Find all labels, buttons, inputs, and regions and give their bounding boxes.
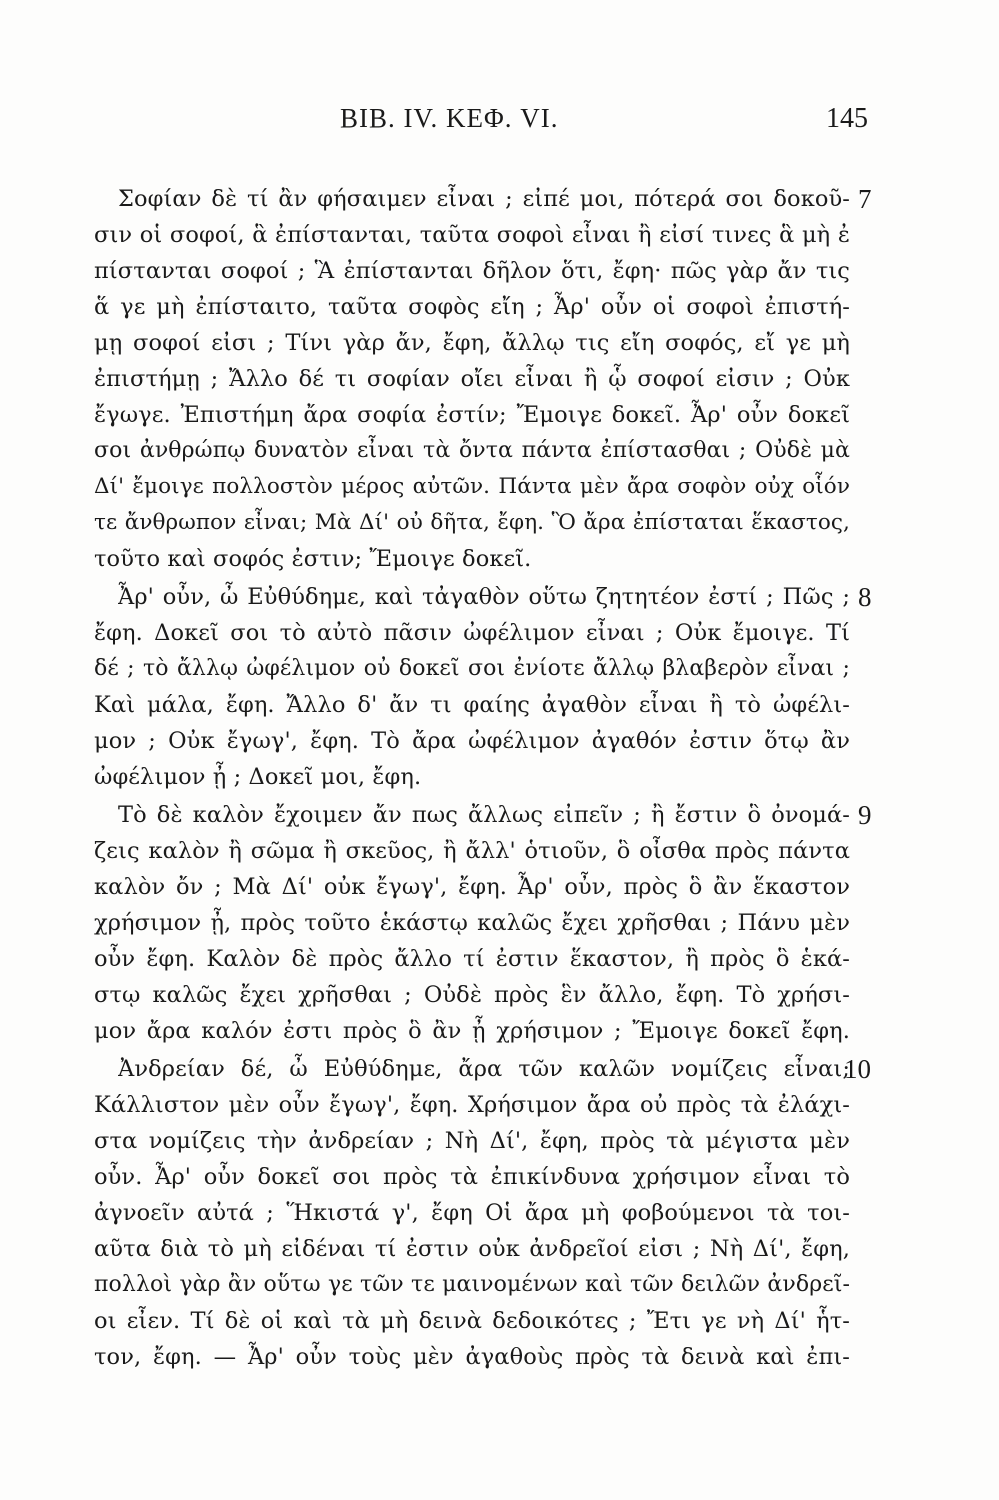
section-number: 9 — [858, 800, 872, 830]
text-line: μῃ σοφοί εἰσι ; Τίνι γὰρ ἄν, ἔφη, ἄλλῳ τις εἴη σοφός, εἴ γε μὴ — [94, 330, 850, 356]
text-line: πίστανται σοφοί ; Ἃ ἐπίστανται δῆλον ὅτι, ἔφη· πῶς γὰρ ἄν τις — [94, 258, 850, 284]
text-line: Σοφίαν δὲ τί ἂν φήσαιμεν εἶναι ; εἰπέ μοι, πότερά σοι δοκοῦ- — [118, 186, 850, 212]
text-line: ἐπιστήμῃ ; Ἄλλο δέ τι σοφίαν οἴει εἶναι ἢ ᾧ σοφοί εἰσιν ; Οὐκ — [94, 366, 850, 392]
text-line: Καὶ μάλα, ἔφη. Ἄλλο δ' ἄν τι φαίης ἀγαθὸν εἶναι ἢ τὸ ὠφέλι- — [94, 692, 850, 718]
text-line: οι εἶεν. Τί δὲ οἱ καὶ τὰ μὴ δεινὰ δεδοικότες ; Ἔτι γε νὴ Δί' ἧτ- — [94, 1308, 850, 1334]
text-line: σοι ἀνθρώπῳ δυνατὸν εἶναι τὰ ὄντα πάντα ἐπίστασθαι ; Οὐδὲ μὰ — [94, 438, 850, 463]
text-line: Τὸ δὲ καλὸν ἔχοιμεν ἄν πως ἄλλως εἰπεῖν ; ἢ ἔστιν ὃ ὀνομά- — [118, 802, 850, 828]
text-line: στῳ καλῶς ἔχει χρῆσθαι ; Οὐδὲ πρὸς ἓν ἄλλο, ἔφη. Τὸ χρήσι- — [94, 982, 850, 1008]
page-number: 145 — [826, 103, 868, 134]
text-line: ἅ γε μὴ ἐπίσταιτο, ταῦτα σοφὸς εἴη ; Ἆρ' οὖν οἱ σοφοὶ ἐπιστή- — [94, 294, 850, 320]
text-line: αῦτα διὰ τὸ μὴ εἰδέναι τί ἐστιν οὐκ ἀνδρεῖοί εἰσι ; Νὴ Δί', ἔφη, — [94, 1236, 850, 1262]
text-line: οὖν ἔφη. Καλὸν δὲ πρὸς ἄλλο τί ἐστιν ἕκαστον, ἢ πρὸς ὃ ἑκά- — [94, 946, 850, 972]
text-line: μον ; Οὐκ ἔγωγ', ἔφη. Τὸ ἄρα ὠφέλιμον ἀγαθόν ἐστιν ὅτῳ ἂν — [94, 728, 850, 754]
text-line: μον ἄρα καλόν ἐστι πρὸς ὃ ἂν ᾖ χρήσιμον ; Ἔμοιγε δοκεῖ ἔφη. — [94, 1018, 850, 1044]
text-line: οὖν. Ἆρ' οὖν δοκεῖ σοι πρὸς τὰ ἐπικίνδυνα χρήσιμον εἶναι τὸ — [94, 1164, 850, 1190]
section-number: 10 — [844, 1054, 871, 1084]
text-line: Δί' ἔμοιγε πολλοστὸν μέρος αὐτῶν. Πάντα μὲν ἄρα σοφὸν οὐχ οἷόν — [94, 474, 850, 499]
text-line: τε ἄνθρωπον εἶναι; Μὰ Δί' οὐ δῆτα, ἔφη. Ὃ ἄρα ἐπίσταται ἕκαστος, — [94, 510, 850, 535]
running-head: ΒΙΒ. IV. ΚΕΦ. VI. — [340, 103, 559, 133]
text-line: καλὸν ὄν ; Μὰ Δί' οὐκ ἔγωγ', ἔφη. Ἆρ' οὖν, πρὸς ὃ ἂν ἕκαστον — [94, 874, 850, 900]
text-line: ἀγνοεῖν αὐτά ; Ἥκιστά γ', ἔφη Οἱ ἄρα μὴ φοβούμενοι τὰ τοι- — [94, 1200, 850, 1226]
section-number: 7 — [858, 184, 872, 214]
text-line: τοῦτο καὶ σοφός ἐστιν; Ἔμοιγε δοκεῖ. — [94, 546, 532, 572]
text-line: ζεις καλὸν ἢ σῶμα ἢ σκεῦος, ἢ ἄλλ' ὁτιοῦν, ὃ οἶσθα πρὸς πάντα — [94, 838, 850, 864]
text-line: ἔφη. Δοκεῖ σοι τὸ αὐτὸ πᾶσιν ὠφέλιμον εἶναι ; Οὐκ ἔμοιγε. Τί — [94, 620, 850, 646]
text-line: τον, ἔφη. — Ἆρ' οὖν τοὺς μὲν ἀγαθοὺς πρὸς τὰ δεινὰ καὶ ἐπι- — [94, 1344, 850, 1370]
text-line: στα νομίζεις τὴν ἀνδρείαν ; Νὴ Δί', ἔφη, πρὸς τὰ μέγιστα μὲν — [94, 1128, 850, 1154]
text-line: Ἆρ' οὖν, ὦ Εὐθύδημε, καὶ τἀγαθὸν οὕτω ζητητέον ἐστί ; Πῶς ; — [118, 584, 850, 610]
section-number: 8 — [858, 582, 872, 612]
text-line: πολλοὶ γὰρ ἂν οὕτω γε τῶν τε μαινομένων καὶ τῶν δειλῶν ἀνδρεῖ- — [94, 1272, 850, 1297]
text-line: σιν οἱ σοφοί, ἃ ἐπίστανται, ταῦτα σοφοὶ εἶναι ἢ εἰσί τινες ἃ μὴ ἐ — [94, 222, 850, 248]
text-line: δέ ; τὸ ἄλλῳ ὠφέλιμον οὐ δοκεῖ σοι ἐνίοτε ἄλλῳ βλαβερὸν εἶναι ; — [94, 656, 850, 681]
text-line: ὠφέλιμον ᾖ ; Δοκεῖ μοι, ἔφη. — [94, 764, 422, 790]
text-line: Ἀνδρείαν δέ, ὦ Εὐθύδημε, ἄρα τῶν καλῶν νομίζεις εἶναι; — [118, 1056, 850, 1082]
text-line: Κάλλιστον μὲν οὖν ἔγωγ', ἔφη. Χρήσιμον ἄρα οὐ πρὸς τὰ ἐλάχι- — [94, 1092, 850, 1118]
text-line: χρήσιμον ᾖ, πρὸς τοῦτο ἑκάστῳ καλῶς ἔχει χρῆσθαι ; Πάνυ μὲν — [94, 910, 850, 936]
text-line: ἔγωγε. Ἐπιστήμη ἄρα σοφία ἐστίν; Ἔμοιγε δοκεῖ. Ἆρ' οὖν δοκεῖ — [94, 402, 850, 428]
